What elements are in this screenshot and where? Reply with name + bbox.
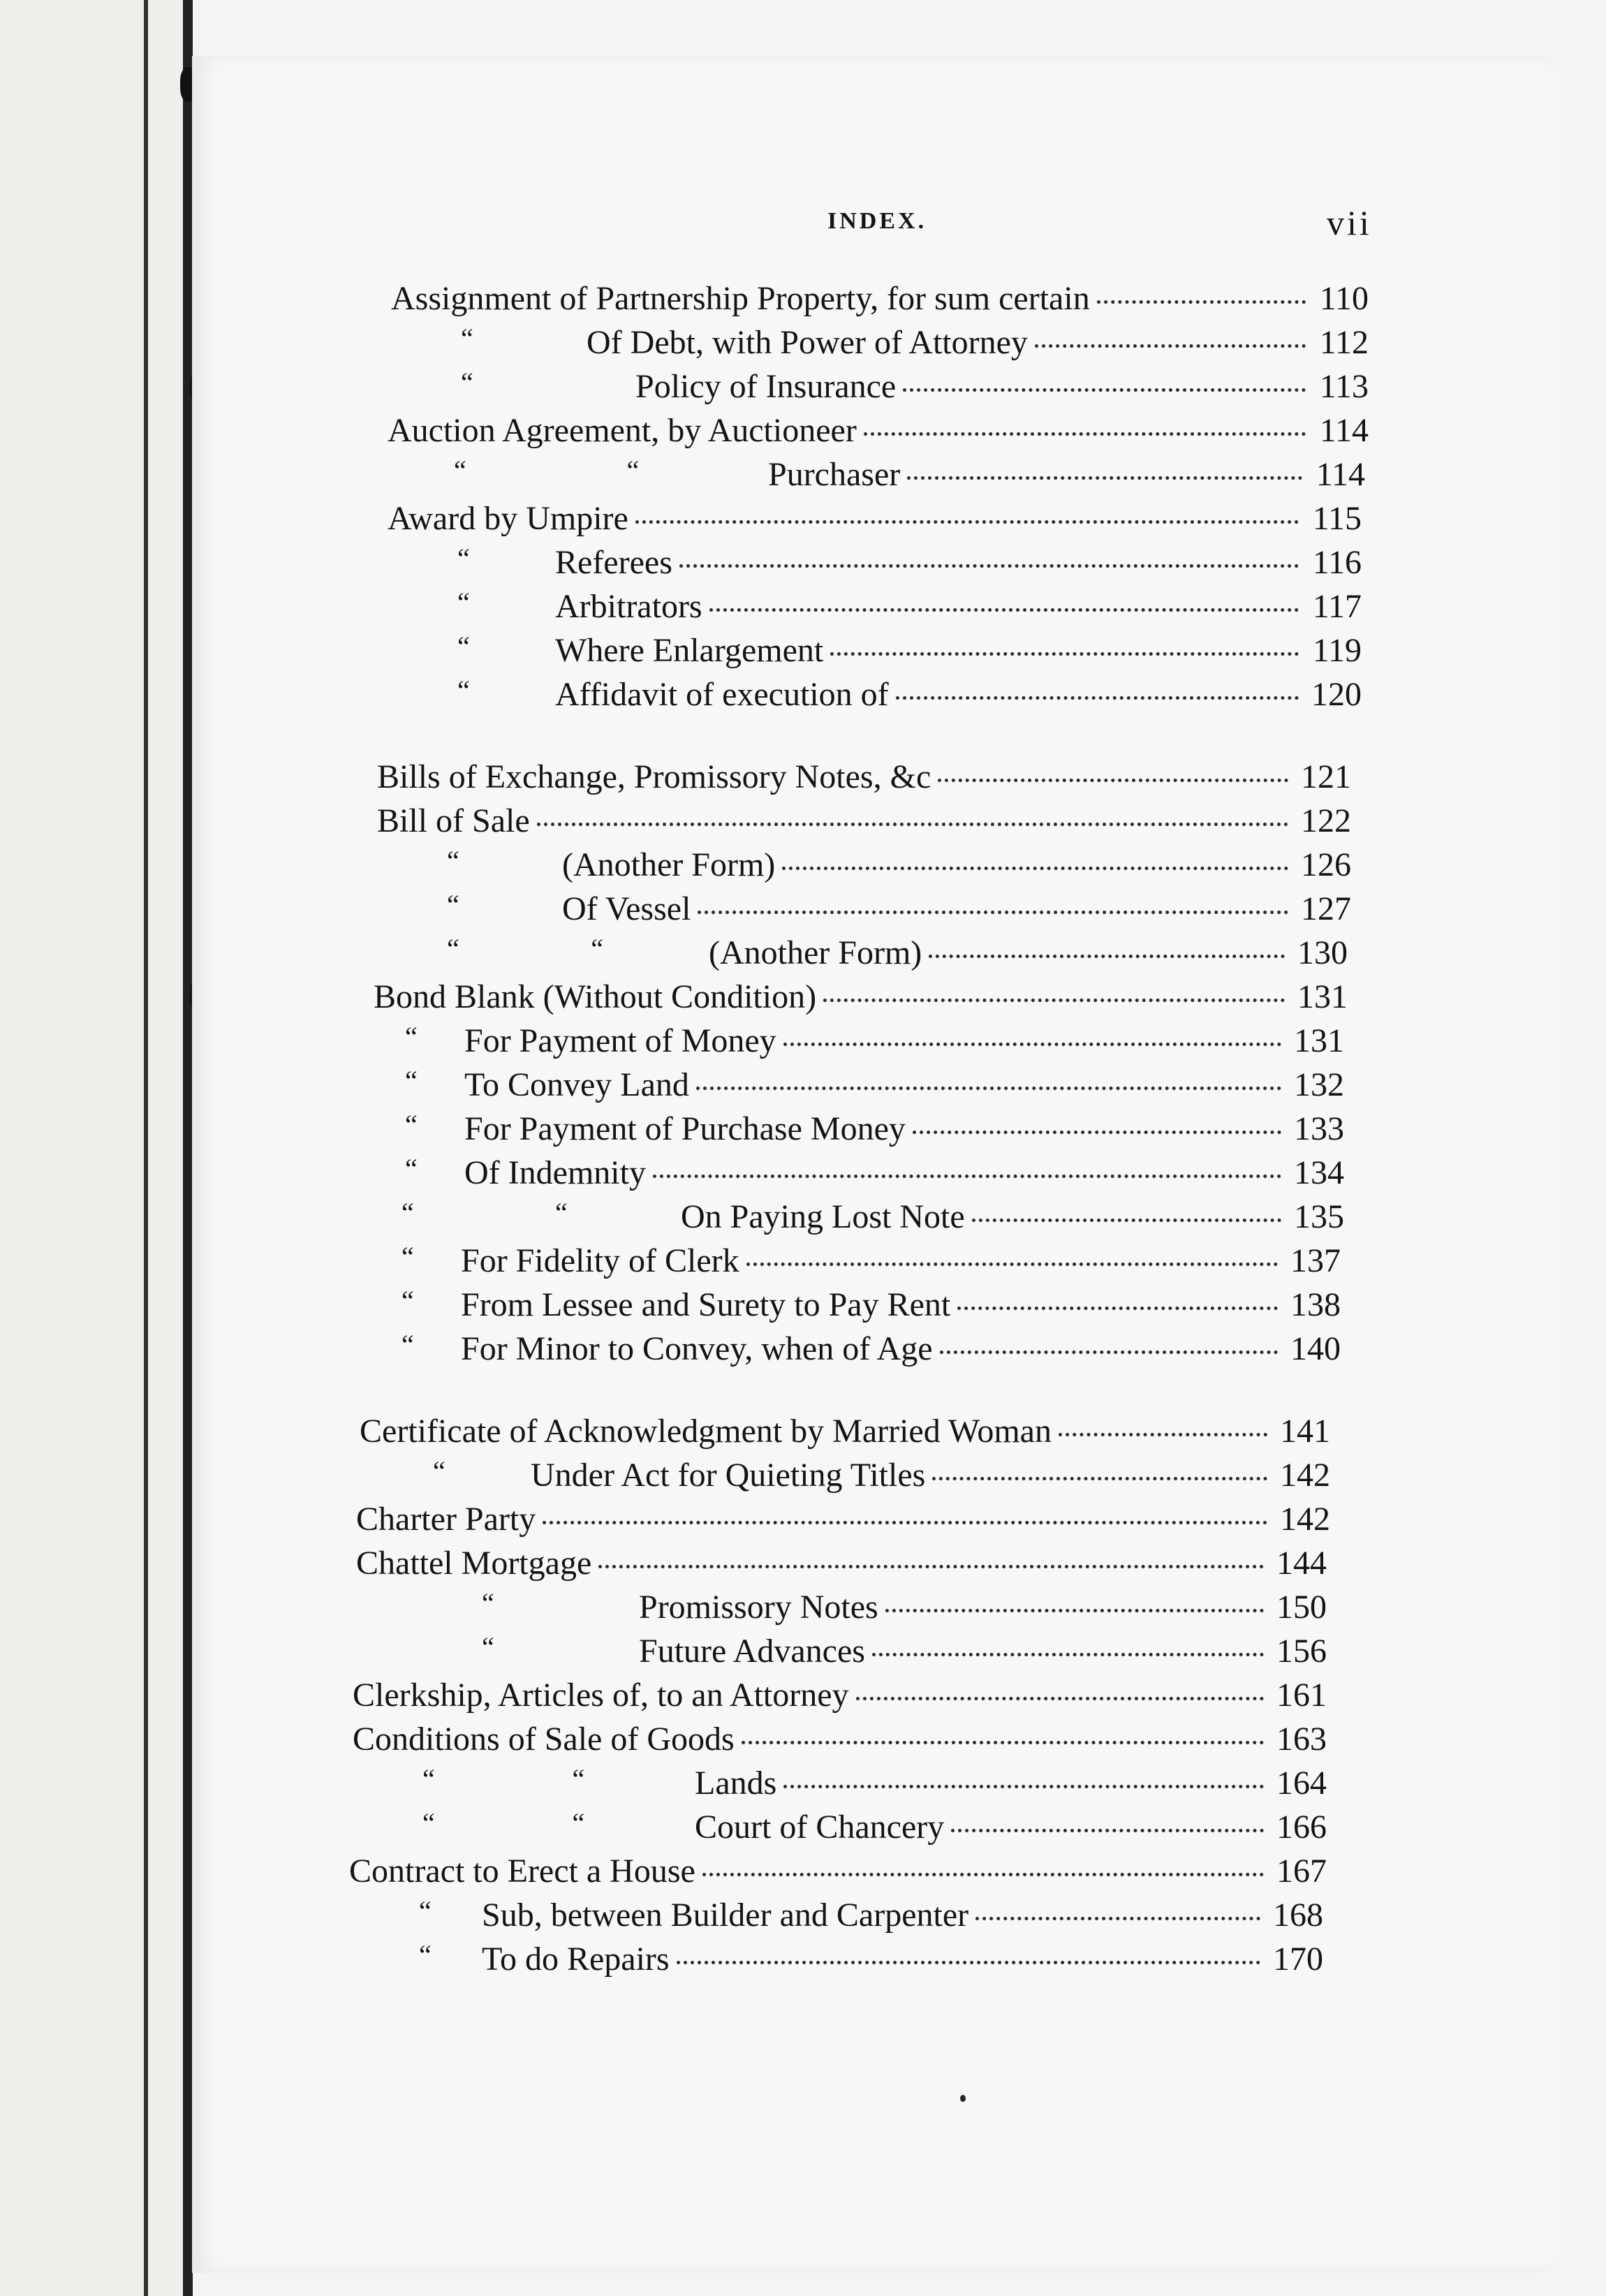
dot-leader	[932, 1477, 1267, 1480]
dot-leader	[864, 432, 1306, 436]
index-entry	[356, 1500, 1330, 1542]
ditto-mark: “	[555, 1197, 568, 1228]
dot-leader	[635, 520, 1299, 524]
ditto-mark: “	[402, 1241, 414, 1272]
ditto-mark: “	[405, 1065, 418, 1096]
entry-page-number: 119	[1312, 632, 1362, 669]
ditto-mark: “	[402, 1329, 414, 1360]
entry-heading: Bill of Sale	[377, 802, 530, 839]
entry-subheading: Policy of Insurance	[635, 368, 897, 405]
index-entry	[374, 1022, 1344, 1064]
index-entry	[374, 1242, 1341, 1283]
index-entry	[353, 1764, 1327, 1806]
dot-leader	[856, 1697, 1264, 1700]
index-entry	[374, 978, 1348, 1020]
dot-leader	[885, 1609, 1264, 1612]
entry-page-number: 130	[1297, 934, 1348, 971]
index-entry	[388, 675, 1362, 717]
entry-heading: Award by Umpire	[388, 500, 628, 537]
entry-page-number: 140	[1290, 1330, 1341, 1367]
gutter-shadow	[183, 0, 193, 2296]
dot-leader	[972, 1219, 1281, 1222]
entry-page-number: 170	[1273, 1941, 1323, 1978]
entry-page-number: 142	[1280, 1457, 1330, 1494]
entry-page-number: 141	[1280, 1413, 1330, 1450]
entry-heading: Certificate of Acknowledgment by Married Woman	[360, 1413, 1052, 1450]
dot-leader	[543, 1521, 1267, 1524]
ditto-mark: “	[482, 1631, 494, 1663]
dot-leader	[913, 1131, 1281, 1134]
dot-leader	[537, 823, 1288, 826]
index-entry	[374, 1110, 1344, 1151]
entry-subheading: Promissory Notes	[639, 1589, 878, 1626]
entry-page-number: 113	[1319, 368, 1369, 405]
dot-leader	[1035, 344, 1306, 348]
running-head: INDEX.	[827, 208, 927, 234]
entry-page-number: 131	[1294, 1022, 1344, 1059]
index-entry	[353, 1676, 1327, 1718]
entry-page-number: 115	[1312, 500, 1362, 537]
dot-leader	[975, 1917, 1260, 1920]
dot-leader	[872, 1653, 1264, 1656]
dot-leader	[1097, 300, 1306, 304]
ditto-mark: “	[447, 889, 459, 920]
entry-heading: Chattel Mortgage	[356, 1545, 592, 1582]
index-entry	[374, 1066, 1344, 1107]
ditto-mark: “	[461, 367, 473, 398]
ditto-mark: “	[447, 845, 459, 876]
dot-leader	[653, 1175, 1281, 1178]
entry-subheading: On Paying Lost Note	[681, 1198, 965, 1235]
page-header	[0, 203, 1606, 258]
dot-leader	[823, 999, 1285, 1002]
index-entry	[353, 1720, 1327, 1762]
entry-subheading: Purchaser	[768, 456, 901, 493]
entry-subheading: For Minor to Convey, when of Age	[461, 1330, 933, 1367]
ditto-mark: “	[482, 1587, 494, 1619]
index-entry	[377, 802, 1351, 844]
entry-heading: Bills of Exchange, Promissory Notes, &c	[377, 758, 931, 795]
entry-page-number: 122	[1301, 802, 1351, 839]
entry-heading: Assignment of Partnership Property, for sum certain	[391, 280, 1090, 317]
entry-subheading: Court of Chancery	[695, 1809, 945, 1846]
ditto-mark: “	[405, 1021, 418, 1052]
entry-page-number: 114	[1319, 412, 1369, 449]
entry-page-number: 127	[1301, 890, 1351, 927]
dot-leader	[957, 1307, 1278, 1310]
dot-leader	[907, 476, 1302, 480]
ditto-mark: “	[457, 675, 470, 706]
index-entry	[349, 1940, 1323, 1982]
ditto-mark: “	[405, 1109, 418, 1140]
entry-subheading: For Payment of Purchase Money	[464, 1110, 906, 1147]
index-entry	[353, 1632, 1327, 1674]
dot-leader	[782, 867, 1288, 870]
entry-subheading: (Another Form)	[562, 846, 776, 883]
entry-heading: Contract to Erect a House	[349, 1853, 695, 1890]
entry-page-number: 121	[1301, 758, 1351, 795]
entry-subheading: Of Debt, with Power of Attorney	[587, 324, 1028, 361]
entry-subheading: Affidavit of execution of	[555, 676, 889, 713]
index-entry	[374, 1198, 1344, 1239]
index-entry	[391, 323, 1369, 365]
index-entry	[377, 758, 1351, 800]
index-entry	[391, 279, 1369, 321]
index-entry	[388, 411, 1369, 453]
ditto-mark: “	[626, 455, 640, 486]
dot-leader	[929, 955, 1285, 958]
dot-leader	[696, 1087, 1281, 1090]
entry-subheading: Arbitrators	[555, 588, 702, 625]
dot-leader	[679, 564, 1299, 568]
ditto-mark: “	[457, 631, 470, 662]
entry-page-number: 116	[1312, 544, 1362, 581]
index-entry	[360, 1456, 1330, 1498]
entry-page-number: 142	[1280, 1501, 1330, 1538]
entry-page-number: 166	[1276, 1809, 1327, 1846]
entry-page-number: 114	[1316, 456, 1365, 493]
dot-leader	[742, 1741, 1264, 1744]
ditto-mark: “	[433, 1455, 445, 1487]
index-entry	[374, 1330, 1341, 1371]
entry-subheading: Lands	[695, 1765, 777, 1802]
dot-leader	[709, 608, 1299, 612]
entry-page-number: 133	[1294, 1110, 1344, 1147]
entry-page-number: 120	[1311, 676, 1362, 713]
dot-leader	[698, 911, 1288, 914]
index-entry	[391, 367, 1369, 409]
entry-page-number: 132	[1294, 1066, 1344, 1103]
dot-leader	[830, 652, 1299, 656]
ditto-mark: “	[461, 323, 473, 354]
dot-leader	[1059, 1433, 1267, 1436]
index-entry	[377, 934, 1348, 976]
entry-subheading: Referees	[555, 544, 672, 581]
entry-page-number: 135	[1294, 1198, 1344, 1235]
index-entry	[377, 846, 1351, 888]
ditto-mark: “	[457, 587, 470, 618]
entry-page-number: 126	[1301, 846, 1351, 883]
index-entry	[388, 543, 1362, 585]
page-number: vii	[1327, 203, 1372, 242]
ditto-mark: “	[402, 1285, 414, 1316]
entry-subheading: To Convey Land	[464, 1066, 689, 1103]
entry-subheading: Sub, between Builder and Carpenter	[482, 1897, 969, 1934]
entry-subheading: Of Vessel	[562, 890, 691, 927]
index-entry	[353, 1808, 1327, 1850]
entry-page-number: 163	[1276, 1721, 1327, 1758]
ditto-mark: “	[419, 1895, 432, 1927]
entry-page-number: 156	[1276, 1633, 1327, 1670]
ditto-mark: “	[572, 1763, 585, 1795]
index-entry	[388, 499, 1362, 541]
ditto-mark: “	[447, 933, 459, 964]
dot-leader	[783, 1785, 1264, 1788]
entry-subheading: Where Enlargement	[555, 632, 824, 669]
entry-subheading: Future Advances	[639, 1633, 865, 1670]
index-entry	[356, 1544, 1327, 1586]
index-entry	[349, 1852, 1327, 1894]
entry-subheading: To do Repairs	[482, 1941, 670, 1978]
entry-page-number: 168	[1273, 1897, 1323, 1934]
entry-subheading: For Fidelity of Clerk	[461, 1242, 739, 1279]
index-entry	[388, 587, 1362, 629]
ditto-mark: “	[457, 543, 470, 574]
ink-speck	[960, 2095, 966, 2102]
ditto-mark: “	[591, 933, 604, 964]
entry-subheading: From Lessee and Surety to Pay Rent	[461, 1286, 951, 1323]
dot-leader	[783, 1043, 1281, 1046]
entry-heading: Charter Party	[356, 1501, 536, 1538]
entry-page-number: 117	[1312, 588, 1362, 625]
ditto-mark: “	[422, 1807, 435, 1839]
index-entry	[374, 1154, 1344, 1195]
binding-edge	[0, 0, 192, 2296]
entry-page-number: 131	[1297, 978, 1348, 1015]
entry-page-number: 138	[1290, 1286, 1341, 1323]
ditto-mark: “	[419, 1939, 432, 1971]
entry-page-number: 167	[1276, 1853, 1327, 1890]
entry-heading: Auction Agreement, by Auctioneer	[388, 412, 857, 449]
dot-leader	[702, 1873, 1264, 1876]
ditto-mark: “	[422, 1763, 435, 1795]
entry-page-number: 112	[1319, 324, 1369, 361]
dot-leader	[598, 1565, 1264, 1568]
entry-heading: Clerkship, Articles of, to an Attorney	[353, 1677, 849, 1714]
dot-leader	[746, 1263, 1278, 1266]
index-entry	[388, 631, 1362, 673]
ditto-mark: “	[402, 1197, 414, 1228]
entry-page-number: 164	[1276, 1765, 1327, 1802]
entry-heading: Bond Blank (Without Condition)	[374, 978, 817, 1015]
entry-page-number: 134	[1294, 1154, 1344, 1191]
dot-leader	[896, 696, 1299, 700]
entry-page-number: 137	[1290, 1242, 1341, 1279]
dot-leader	[951, 1829, 1264, 1832]
entry-page-number: 144	[1276, 1545, 1327, 1582]
ditto-mark: “	[572, 1807, 585, 1839]
dot-leader	[677, 1961, 1260, 1964]
index-entry	[377, 890, 1351, 932]
entry-page-number: 110	[1319, 280, 1369, 317]
entry-subheading: Of Indemnity	[464, 1154, 646, 1191]
entry-heading: Conditions of Sale of Goods	[353, 1721, 735, 1758]
entry-subheading: For Payment of Money	[464, 1022, 776, 1059]
dot-leader	[903, 388, 1306, 392]
entry-subheading: (Another Form)	[709, 934, 922, 971]
index-entry	[356, 1588, 1327, 1630]
dot-leader	[938, 779, 1288, 782]
ditto-mark: “	[454, 455, 466, 486]
index-entry	[374, 1286, 1341, 1327]
entry-page-number: 161	[1276, 1677, 1327, 1714]
dot-leader	[940, 1351, 1279, 1354]
spine-line	[144, 0, 148, 2296]
ditto-mark: “	[405, 1153, 418, 1184]
index-entry	[349, 1896, 1323, 1938]
index-entry	[388, 455, 1365, 497]
entry-subheading: Under Act for Quieting Titles	[531, 1457, 926, 1494]
index-entry	[360, 1412, 1330, 1454]
entry-page-number: 150	[1276, 1589, 1327, 1626]
